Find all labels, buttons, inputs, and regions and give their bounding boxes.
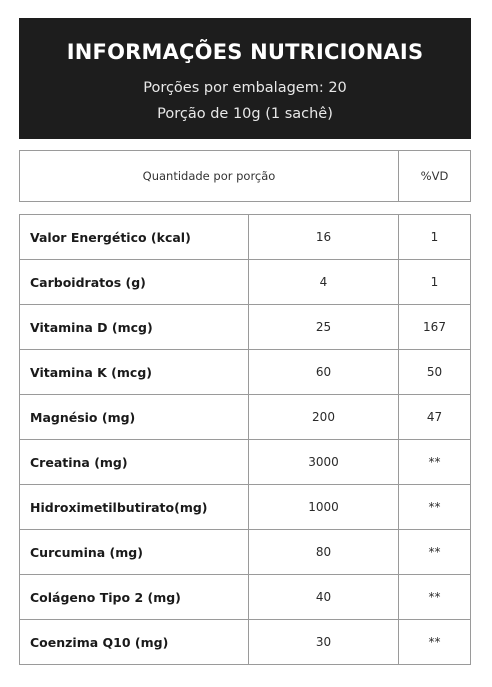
nutrition-title: INFORMAÇÕES NUTRICIONAIS: [66, 40, 424, 64]
table-row: [20, 215, 470, 260]
nutrient-name: Valor Energético (kcal): [20, 215, 249, 259]
serving-size: Porção de 10g (1 sachê): [157, 106, 333, 122]
nutrient-daily-value: **: [428, 545, 441, 559]
daily-value-header: %VD: [420, 169, 449, 183]
nutrient-name: Curcumina (mg): [20, 530, 249, 574]
column-header-row: [19, 150, 471, 202]
nutrient-daily-value: 1: [430, 275, 439, 289]
nutrient-daily-value: 1: [430, 230, 439, 244]
nutrient-daily-value: **: [428, 500, 441, 514]
quantity-per-serving-header: Quantidade por porção: [20, 151, 399, 201]
nutrient-name: Creatina (mg): [20, 440, 249, 484]
nutrient-daily-value: 50: [426, 365, 443, 379]
nutrient-quantity: 3000: [249, 440, 399, 484]
nutrient-daily-value: **: [428, 590, 441, 604]
nutrient-quantity: 1000: [249, 485, 399, 529]
nutrient-quantity: 200: [249, 395, 399, 439]
table-row: [20, 575, 470, 620]
nutrient-quantity: 16: [249, 215, 399, 259]
nutrient-quantity: 25: [249, 305, 399, 349]
nutrient-daily-value: **: [428, 455, 441, 469]
nutrient-name: Vitamina K (mcg): [20, 350, 249, 394]
nutrient-name: Hidroximetilbutirato(mg): [20, 485, 249, 529]
nutrient-quantity: 40: [249, 575, 399, 619]
table-row: [20, 530, 470, 575]
table-row: [20, 305, 470, 350]
nutrition-table: [19, 214, 471, 665]
nutrition-header: [19, 18, 471, 139]
nutrient-daily-value: **: [428, 635, 441, 649]
nutrient-name: Colágeno Tipo 2 (mg): [20, 575, 249, 619]
nutrient-name: Magnésio (mg): [20, 395, 249, 439]
table-row: [20, 620, 470, 664]
nutrient-daily-value: 47: [426, 410, 443, 424]
nutrient-name: Carboidratos (g): [20, 260, 249, 304]
nutrient-name: Coenzima Q10 (mg): [20, 620, 249, 664]
table-row: [20, 260, 470, 305]
table-row: [20, 440, 470, 485]
nutrient-quantity: 80: [249, 530, 399, 574]
table-row: [20, 395, 470, 440]
table-row: [20, 350, 470, 395]
nutrient-quantity: 60: [249, 350, 399, 394]
nutrient-quantity: 30: [249, 620, 399, 664]
nutrient-daily-value: 167: [423, 320, 446, 334]
nutrient-name: Vitamina D (mcg): [20, 305, 249, 349]
nutrient-quantity: 4: [249, 260, 399, 304]
table-row: [20, 485, 470, 530]
servings-per-package: Porções por embalagem: 20: [143, 80, 347, 96]
